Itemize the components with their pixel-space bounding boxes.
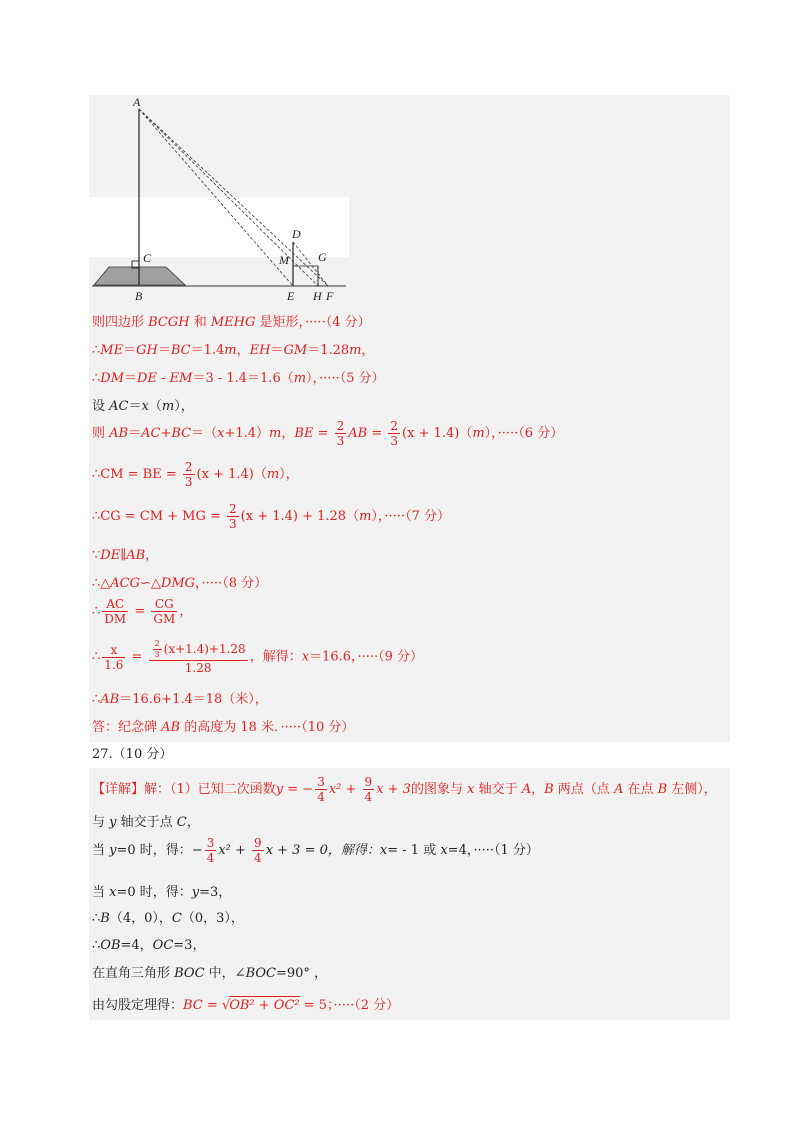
label-e: E	[287, 289, 295, 303]
fraction-three-fourths: $\frac{3}{4}$	[317, 775, 325, 804]
label-m: M	[279, 253, 289, 267]
solution-line-6: ∴CM = BE = $\frac{2}{3}$ (x + 1.4)（m），	[92, 460, 299, 489]
fraction-nine-fourths: $\frac{9}{4}$	[364, 775, 373, 804]
solution-line-12: ∴AB＝16.6+1.4＝18（米），	[92, 692, 268, 707]
solution-line-10: ∴ $\frac{AC}{DM}$ = $\frac{CG}{GM}$ ，	[92, 597, 193, 626]
label-a: A	[133, 95, 141, 109]
solution-line-1: 则四边形 BCGH 和 MEHG 是矩形，·····（4 分）	[92, 315, 371, 330]
detail-line-5: ∴B（4，0），C（0，3），	[92, 911, 244, 926]
solution-line-8: ∵DE∥AB，	[92, 548, 159, 563]
fraction-x-over-1-6: $\frac{x}{1.6}$	[104, 642, 124, 672]
fraction-two-thirds-small: $\frac{2}{3}$	[154, 639, 160, 659]
detail-line-6: ∴OB=4，OC=3，	[92, 938, 206, 953]
label-c: C	[143, 251, 152, 265]
label-b: B	[135, 289, 143, 303]
label-g: G	[318, 250, 327, 264]
fraction-two-thirds: $\frac{2}{3}$	[336, 419, 345, 448]
fraction-nine-fourths: $\frac{9}{4}$	[254, 836, 262, 865]
fraction-two-thirds: $\frac{2}{3}$	[390, 419, 398, 448]
detail-line-1: 【详解】解：（1）已知二次函数y = − $\frac{3}{4}$ x² + $\frac{9}{4}$ x + 3的图象与 x 轴交于 A，B 两点（点 A 在点 B 左侧），	[92, 775, 717, 804]
detail-line-8: 由勾股定理得：BC = √OB² + OC² = 5；·····（2 分）	[92, 998, 400, 1013]
fraction-ac-dm: $\frac{AC}{DM}$	[104, 597, 127, 626]
detail-line-2: 与 y 轴交于点 C，	[92, 815, 200, 830]
label-f: F	[326, 289, 334, 303]
fraction-cg-gm: $\frac{CG}{GM}$	[153, 597, 176, 626]
fraction-two-thirds: $\frac{2}{3}$	[184, 460, 193, 489]
detail-line-3: 当 y=0 时，得：− $\frac{3}{4}$ x² + $\frac{9}{4}$ x + 3 = 0，解得：x= - 1 或 x=4，·····（1 分）	[92, 836, 539, 865]
solution-line-3: ∴DM＝DE - EM＝3 - 1.4＝1.6（m），·····（5 分）	[92, 371, 385, 386]
solution-line-9: ∴△ACG∽△DMG，·····（8 分）	[92, 576, 268, 591]
detail-line-4: 当 x=0 时，得：y=3，	[92, 885, 232, 900]
solution-line-7: ∴CG = CM + MG = $\frac{2}{3}$ (x + 1.4) + 1.28（m），·····（7 分）	[92, 502, 450, 531]
question-27-label: 27.（10 分）	[92, 747, 173, 762]
solution-line-4: 设 AC＝x（m），	[92, 399, 194, 414]
figure-white-band	[89, 197, 349, 257]
fraction-two-thirds: $\frac{2}{3}$	[229, 502, 237, 531]
fraction-three-fourths: $\frac{3}{4}$	[206, 836, 215, 865]
solution-line-13: 答：纪念碑 AB 的高度为 18 米．·····（10 分）	[92, 720, 355, 735]
label-d: D	[292, 227, 301, 241]
geometry-figure	[89, 92, 359, 306]
solution-line-5: 则 AB＝AC+BC＝（x+1.4）m，BE = $\frac{2}{3}$ AB = $\frac{2}{3}$ (x + 1.4)（m），·····（6 分）	[92, 419, 564, 448]
fraction-compound: $\frac{2}{3}$ (x+1.4)+1.28 1.28	[149, 640, 248, 674]
solution-line-11: ∴ $\frac{x}{1.6}$ = $\frac{2}{3}$ (x+1.4)+1.28 1.28 ，解得：x＝16.6，·····（9 分）	[92, 639, 424, 675]
solution-line-2: ∴ME＝GH＝BC＝1.4m，EH＝GM＝1.28m，	[92, 343, 375, 358]
detail-line-7: 在直角三角形 BOC 中，∠BOC=90° ，	[92, 966, 328, 981]
label-h: H	[313, 289, 322, 303]
